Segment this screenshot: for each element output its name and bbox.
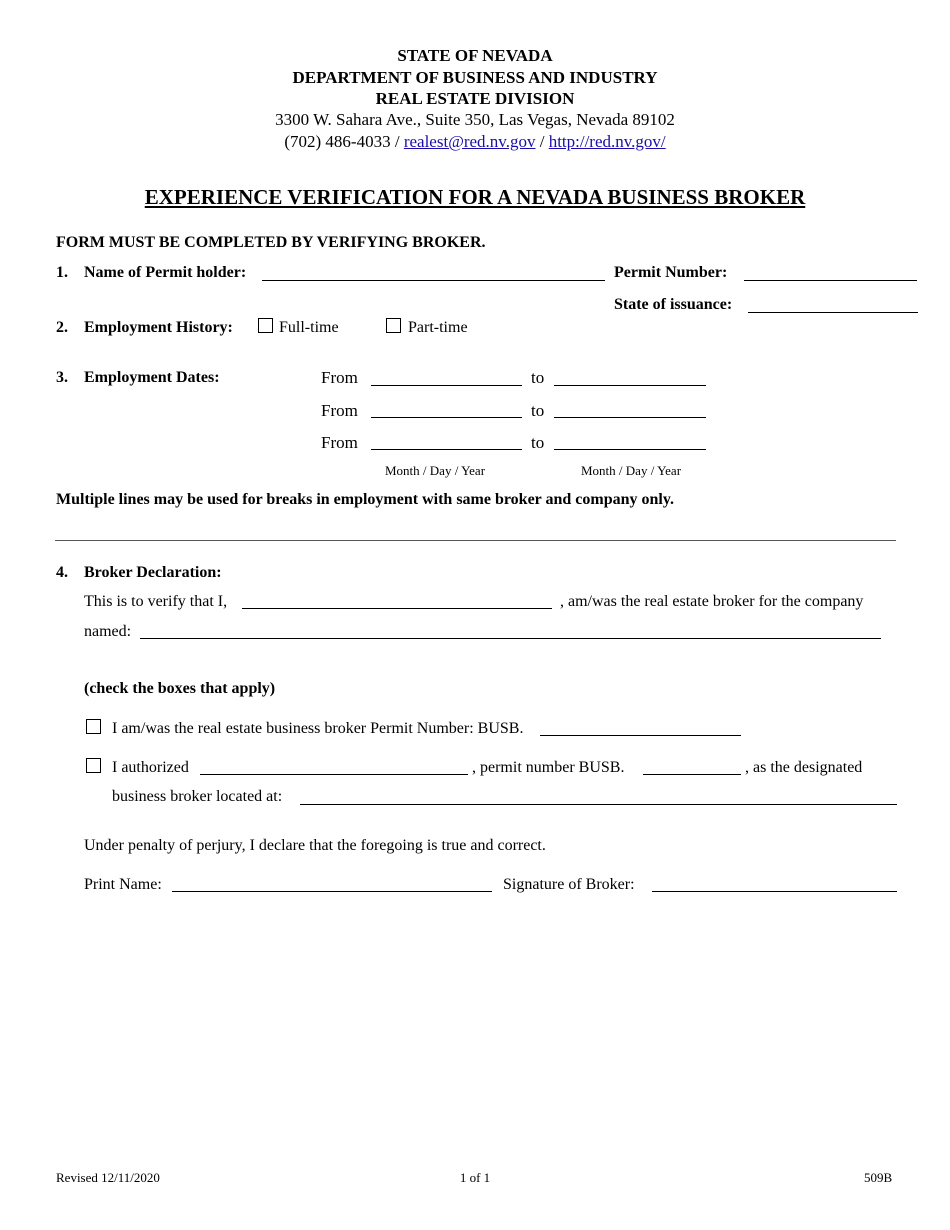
section4-number: 4. (56, 564, 68, 581)
header-separator: / (539, 132, 545, 151)
option1-checkbox[interactable] (86, 719, 101, 734)
to-label: to (531, 401, 545, 420)
broker-name-input[interactable] (242, 608, 552, 609)
verify-prefix: This is to verify that I, (84, 593, 228, 610)
parttime-label: Part-time (408, 319, 468, 336)
option2-suffix: , as the designated (745, 759, 863, 776)
option2-prefix: I authorized (112, 759, 189, 776)
authorized-name-input[interactable] (200, 774, 468, 775)
busb-permit-input[interactable] (540, 735, 741, 736)
header-phone: (702) 486-4033 (284, 132, 391, 151)
employment-history-label: Employment History: (84, 319, 233, 336)
form-title: EXPERIENCE VERIFICATION FOR A NEVADA BUSINESS BROKER (144, 185, 806, 209)
check-hint: (check the boxes that apply) (84, 680, 276, 697)
header-contact-line (0, 133, 950, 150)
company-named-label: named: (84, 623, 132, 640)
print-name-input[interactable] (172, 891, 492, 892)
permit-holder-label: Name of Permit holder: (84, 264, 247, 281)
option2-checkbox[interactable] (86, 758, 101, 773)
perjury-statement: Under penalty of perjury, I declare that the foregoing is true and correct. (84, 837, 546, 854)
company-name-input[interactable] (140, 638, 881, 639)
from-label: From (321, 368, 358, 387)
form-instruction: FORM MUST BE COMPLETED BY VERIFYING BROKER. (56, 234, 486, 251)
permit-number-label: Permit Number: (614, 264, 728, 281)
section3-number: 3. (56, 369, 68, 386)
location-input[interactable] (300, 804, 897, 805)
signature-label: Signature of Broker: (503, 876, 635, 893)
authorized-permit-input[interactable] (643, 774, 741, 775)
header-division: REAL ESTATE DIVISION (375, 89, 575, 108)
email-link[interactable]: realest@red.nv.gov (403, 132, 536, 151)
state-issuance-input[interactable] (748, 312, 918, 313)
to-date-input-3[interactable] (554, 449, 706, 450)
verify-suffix: , am/was the real estate broker for the company (560, 593, 864, 610)
to-label: to (531, 368, 545, 387)
to-date-input-2[interactable] (554, 417, 706, 418)
from-date-input-3[interactable] (371, 449, 522, 450)
revised-date: Revised 12/11/2020 (56, 1170, 160, 1185)
section1-number: 1. (56, 264, 68, 281)
to-label: to (531, 433, 545, 452)
to-date-input-1[interactable] (554, 385, 706, 386)
signature-input[interactable] (652, 891, 897, 892)
option2-mid: , permit number BUSB. (472, 759, 625, 776)
page-number: 1 of 1 (459, 1170, 491, 1185)
header-separator: / (394, 132, 400, 151)
header-department: DEPARTMENT OF BUSINESS AND INDUSTRY (292, 68, 658, 87)
print-name-label: Print Name: (84, 876, 162, 893)
from-date-input-2[interactable] (371, 417, 522, 418)
website-link[interactable]: http://red.nv.gov/ (548, 132, 666, 151)
from-label: From (321, 433, 358, 452)
permit-holder-input[interactable] (262, 280, 605, 281)
fulltime-checkbox[interactable] (258, 318, 273, 333)
employment-note: Multiple lines may be used for breaks in employment with same broker and company only. (56, 491, 674, 508)
header-address: 3300 W. Sahara Ave., Suite 350, Las Vegas, Nevada 89102 (275, 110, 675, 129)
section-divider (55, 540, 896, 541)
form-number: 509B (864, 1170, 893, 1185)
permit-number-input[interactable] (744, 280, 917, 281)
broker-declaration-label: Broker Declaration: (84, 564, 222, 581)
from-label: From (321, 401, 358, 420)
state-issuance-label: State of issuance: (614, 296, 733, 313)
located-at-label: business broker located at: (112, 788, 283, 805)
from-date-input-1[interactable] (371, 385, 522, 386)
fulltime-label: Full-time (279, 319, 339, 336)
from-date-hint: Month / Day / Year (385, 463, 486, 478)
option1-label: I am/was the real estate business broker Permit Number: BUSB. (112, 720, 524, 737)
header-state: STATE OF NEVADA (397, 46, 553, 65)
parttime-checkbox[interactable] (386, 318, 401, 333)
employment-dates-label: Employment Dates: (84, 369, 220, 386)
section2-number: 2. (56, 319, 68, 336)
to-date-hint: Month / Day / Year (581, 463, 682, 478)
